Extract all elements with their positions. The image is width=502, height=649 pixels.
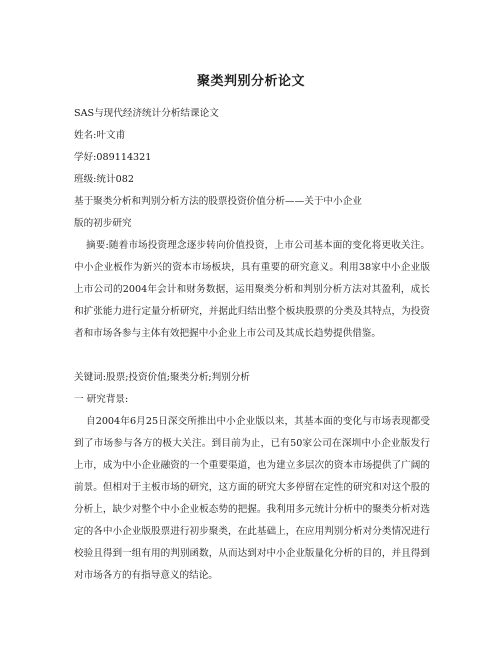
subtitle-line-1: 基于聚类分析和判别分析方法的股票投资价值分析——关于中小企业 xyxy=(74,196,362,207)
student-id-line: 学好:089114321 xyxy=(74,152,152,163)
course-line: SAS与现代经济统计分析结课论文 xyxy=(74,108,219,119)
abstract-paragraph: 摘要:随着市场投资理念逐步转向价值投资，上市公司基本面的变化将更收关注。中小企业板作为新兴的资本市场板块，具有重要的研究意义。利用38家中小企业版上市公司的2004年会计和财务数据，运用聚类分析和判别分析方法对其盈利，成长和扩张能力进行定量分析研究，并据此归结出整个板块股票的分类及其特点，为投资者和市场各参与主体有效把握中小企业上市公司及其成长趋势提供借鉴。 xyxy=(74,240,430,339)
section-heading: 一 研究背景: xyxy=(74,394,129,405)
background-paragraph: 自2004年6月25日深交所推出中小企业版以来，其基本面的变化与市场表现都受到了市场参与各方的极大关注。到目前为止，已有50家公司在深圳中小企业版发行上市，成为中小企业融资的一个重要渠道，也为建立多层次的资本市场提供了广阔的前景。但相对于主板市场的研究，这方面的研究大多停留在定性的研究和对这个股的分析上，缺少对整个中小企业板态势的把握。我利用多元统计分析中的聚类分析对选定的各中小企业版股票进行初步聚类，在此基础上，在应用判别分析对分类情况进行校验且得到一组有用的判别函数，从而达到对中小企业版量化分析的目的，并且得到对市场各方的有指导意义的结论。 xyxy=(74,416,430,581)
subtitle-line-2: 版的初步研究 xyxy=(74,218,132,229)
class-line: 班级:统计082 xyxy=(74,174,134,185)
keywords-line: 关键词:股票;投资价值;聚类分析;判别分析 xyxy=(74,372,251,383)
author-name-line: 姓名:叶文甫 xyxy=(74,130,126,141)
document-title: 聚类判别分析论文 xyxy=(196,74,305,89)
